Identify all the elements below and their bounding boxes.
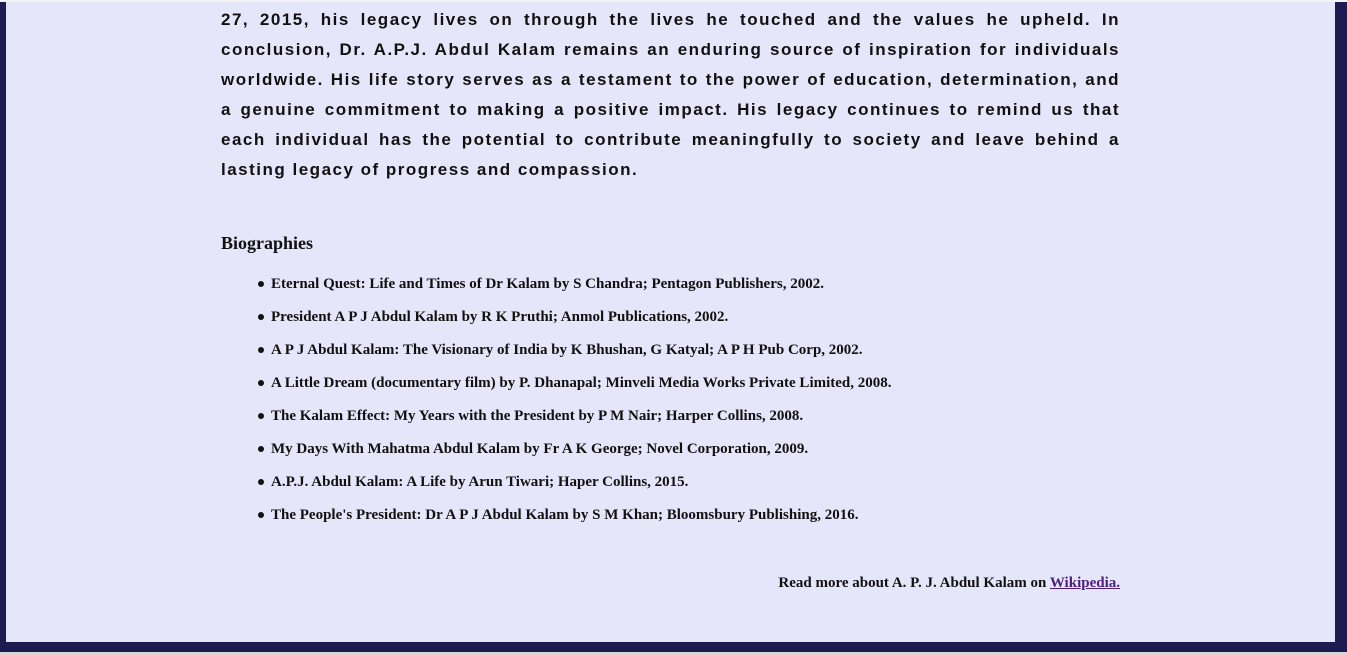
bullet-icon [258, 479, 264, 485]
list-item [271, 471, 892, 504]
list-item [271, 372, 892, 405]
biography-title: A P J Abdul Kalam: The Visionary of India by K Bhushan, G Katyal; A P H Pub Corp, 2002. [271, 342, 863, 358]
wikipedia-link[interactable]: Wikipedia. [1049, 575, 1120, 591]
list-item [271, 273, 892, 306]
article-content [221, 2, 1120, 591]
bullet-icon [258, 281, 264, 287]
read-more-line [778, 575, 1120, 592]
biography-title: The Kalam Effect: My Years with the President by P M Nair; Harper Collins, 2008. [271, 408, 804, 424]
list-item [271, 339, 892, 372]
bullet-icon [258, 380, 264, 386]
bullet-icon [258, 347, 264, 353]
list-item [271, 405, 892, 438]
read-more-text: Read more about A. P. J. Abdul Kalam on [778, 575, 1050, 591]
biographies-heading: Biographies [221, 233, 314, 253]
biography-title: President A P J Abdul Kalam by R K Pruthi; Anmol Publications, 2002. [271, 309, 729, 325]
list-item [271, 306, 892, 339]
bullet-icon [258, 446, 264, 452]
list-item [271, 504, 892, 537]
biography-title: My Days With Mahatma Abdul Kalam by Fr A K George; Novel Corporation, 2009. [271, 441, 809, 457]
biography-title: Eternal Quest: Life and Times of Dr Kalam by S Chandra; Pentagon Publishers, 2002. [271, 276, 824, 292]
bullet-icon [258, 512, 264, 518]
biographies-list [221, 273, 892, 537]
bullet-icon [258, 314, 264, 320]
biography-title: A Little Dream (documentary film) by P. Dhanapal; Minveli Media Works Private Limited, 2008. [271, 375, 892, 391]
list-item [271, 438, 892, 471]
bullet-icon [258, 413, 264, 419]
intro-paragraph: 27, 2015, his legacy lives on through the lives he touched and the values he upheld. In conclusion, Dr. A.P.J. Abdul Kalam remains an enduring source of inspiration for individuals worldwide. His life story serves as a testament to the power of education, determination, and a genuine commitment to making a positive impact. His legacy continues to remind us that each individual has the potential to contribute meaningfully to society and leave behind a lasting legacy of progress and compassion. [221, 10, 1120, 179]
content-panel [6, 2, 1335, 642]
biography-title: The People's President: Dr A P J Abdul Kalam by S M Khan; Bloomsbury Publishing, 2016. [271, 507, 859, 523]
biography-title: A.P.J. Abdul Kalam: A Life by Arun Tiwari; Haper Collins, 2015. [271, 474, 689, 490]
